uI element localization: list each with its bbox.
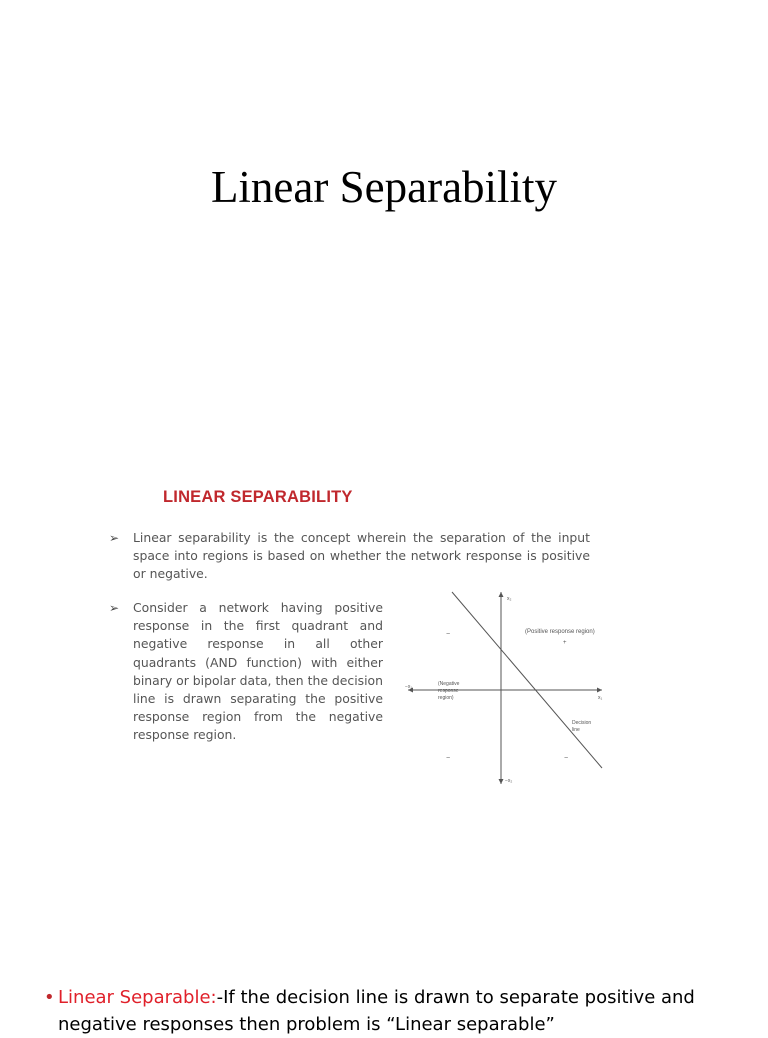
bullet-text: Consider a network having positive response in the first quadrant and negative response in all other quadrants (AND function) with either binary or bipolar data, then the decision line is drawn separating the positive response region from the negative response region. — [133, 600, 383, 743]
bullet-dot-icon: • — [44, 987, 55, 1008]
negative-region-label-line: (Negative — [438, 681, 460, 687]
y-axis-arrow-icon — [499, 592, 504, 597]
decision-line-label-line: line — [572, 727, 580, 733]
arrow-bullet-icon: ➢ — [109, 531, 120, 545]
bullet-text: Linear separability is the concept wherein the separation of the input space into regions is based on whether the network response is positive or negative. — [133, 530, 590, 582]
y-axis-neg-arrow-icon — [499, 779, 504, 784]
axis-label-x-pos: x₁ — [598, 695, 603, 701]
axis-label-y-neg: −x₂ — [505, 778, 513, 784]
positive-region-label: (Positive response region) — [525, 629, 595, 635]
arrow-bullet-icon: ➢ — [109, 601, 120, 615]
bullet-item — [109, 529, 590, 584]
axis-label-x-neg: −x₁ — [405, 684, 413, 690]
embedded-heading: LINEAR SEPARABILITY — [163, 488, 353, 506]
embedded-slide-image — [100, 478, 610, 798]
decision-line — [452, 592, 602, 768]
minus-mark: − — [446, 631, 451, 638]
bullet-definition: -If the decision line is drawn to separate positive and negative responses then problem is “Linear separable” — [58, 987, 695, 1035]
decision-line-figure — [400, 586, 610, 791]
minus-mark: − — [446, 755, 451, 762]
bullet-term: Linear Separable: — [58, 987, 217, 1008]
bullet-item — [109, 599, 383, 745]
minus-mark: − — [564, 755, 569, 762]
negative-region-label-line: response — [438, 688, 459, 694]
plus-mark: + — [563, 640, 567, 646]
decision-line-label-line: Decision — [572, 720, 592, 726]
slide-title: Linear Separability — [210, 162, 558, 212]
x-axis-arrow-icon — [597, 688, 602, 693]
axis-label-y-pos: x₂ — [507, 596, 512, 602]
bottom-bullet — [44, 984, 758, 1038]
negative-region-label-line: region) — [438, 695, 454, 701]
